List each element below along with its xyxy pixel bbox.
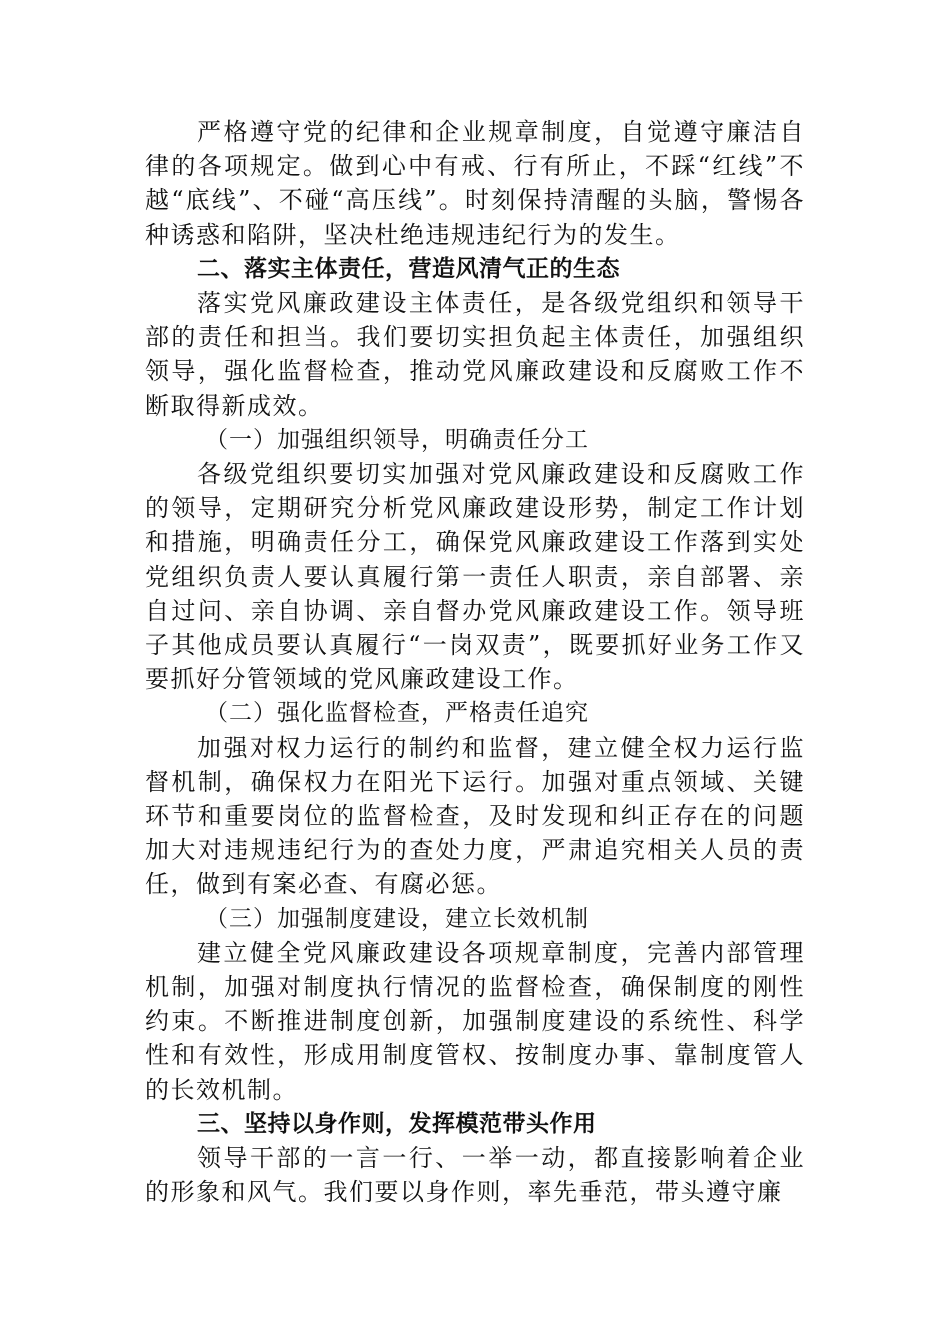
paragraph-lead-by-example: 领导干部的一言一行、一举一动，都直接影响着企业的形象和风气。我们要以身作则，率先垂范，带头遵守廉 <box>145 1144 805 1207</box>
paragraph-institution-building: 建立健全党风廉政建设各项规章制度，完善内部管理机制，加强对制度执行情况的监督检查，确保制度的刚性约束。不断推进制度创新，加强制度建设的系统性、科学性和有效性，形成用制度管权、按制度办事、靠制度管人的长效机制。 <box>145 938 805 1104</box>
subheading-3: （三）加强制度建设，建立长效机制 <box>205 905 589 932</box>
paragraph-supervision: 加强对权力运行的制约和监督，建立健全权力运行监督机制，确保权力在阳光下运行。加强对重点领域、关键环节和重要岗位的监督检查，及时发现和纠正存在的问题加大对违规违纪行为的查处力度，严肃追究相关人员的责任，做到有案必查、有腐必惩。 <box>145 733 805 899</box>
section-heading-2: 二、落实主体责任，营造风清气正的生态 <box>197 255 620 282</box>
paragraph-main-responsibility: 落实党风廉政建设主体责任，是各级党组织和领导干部的责任和担当。我们要切实担负起主体责任，加强组织领导，强化监督检查，推动党风廉政建设和反腐败工作不断取得新成效。 <box>145 289 805 420</box>
paragraph-organization-leadership: 各级党组织要切实加强对党风廉政建设和反腐败工作的领导，定期研究分析党风廉政建设形势，制定工作计划和措施，明确责任分工，确保党风廉政建设工作落到实处党组织负责人要认真履行第一责任人职责，亲自部署、亲自过问、亲自协调、亲自督办党风廉政建设工作。领导班子其他成员要认真履行“一岗双责”，既要抓好业务工作又要抓好分管领域的党风廉政建设工作。 <box>145 460 805 694</box>
section-heading-3: 三、坚持以身作则，发挥模范带头作用 <box>197 1110 597 1137</box>
paragraph-discipline: 严格遵守党的纪律和企业规章制度，自觉遵守廉洁自律的各项规定。做到心中有戒、行有所止，不踩“红线”不越“底线”、不碰“高压线”。时刻保持清醒的头脑，警惕各种诱惑和陷阱，坚决杜绝违规违纪行为的发生。 <box>145 118 805 249</box>
subheading-1: （一）加强组织领导，明确责任分工 <box>205 426 589 453</box>
document-body <box>145 115 805 1210</box>
subheading-2: （二）强化监督检查，严格责任追究 <box>205 700 589 727</box>
